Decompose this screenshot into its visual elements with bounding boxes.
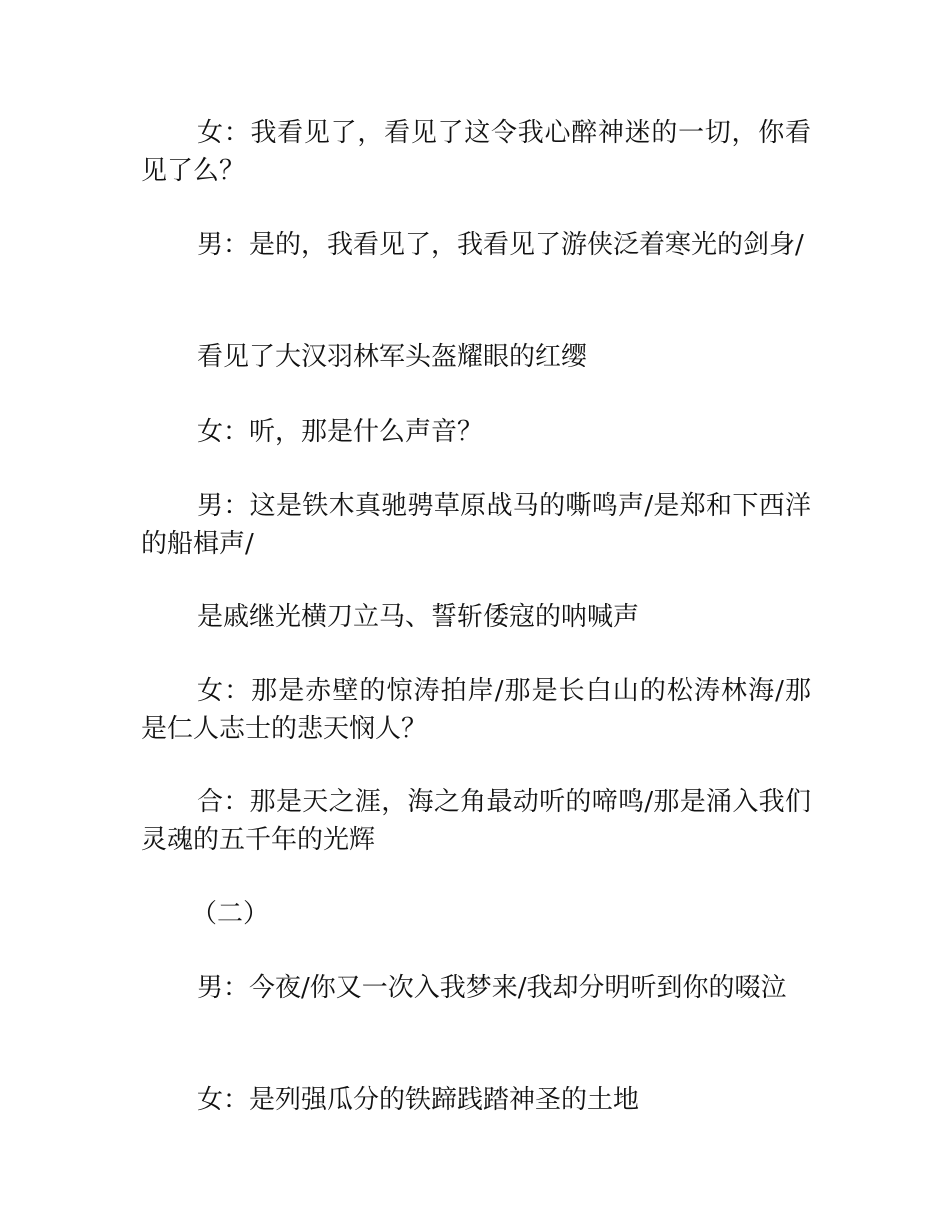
paragraph-11: 女：是列强瓜分的铁蹄践踏神圣的土地 (197, 1085, 640, 1115)
paragraph-3: 看见了大汉羽林军头盔耀眼的红缨 (197, 342, 588, 372)
paragraph-5: 男：这是铁木真驰骋草原战马的嘶鸣声/是郑和下西洋的船楫声/ (141, 491, 811, 559)
paragraph-8: 合：那是天之涯，海之角最动听的啼鸣/那是涌入我们灵魂的五千年的光辉 (141, 787, 811, 855)
paragraph-4: 女：听，那是什么声音？ (197, 417, 484, 447)
section-heading: （二） (191, 899, 270, 929)
paragraph-10: 男：今夜/你又一次入我梦来/我却分明听到你的啜泣 (197, 973, 787, 1003)
paragraph-7: 女：那是赤壁的惊涛拍岸/那是长白山的松涛林海/那是仁人志士的悲天悯人？ (141, 676, 811, 744)
paragraph-6: 是戚继光横刀立马、誓斩倭寇的呐喊声 (197, 602, 640, 632)
paragraph-2: 男：是的，我看见了，我看见了游侠泛着寒光的剑身/ (197, 230, 804, 260)
paragraph-1: 女：我看见了，看见了这令我心醉神迷的一切，你看见了么？ (141, 118, 811, 186)
